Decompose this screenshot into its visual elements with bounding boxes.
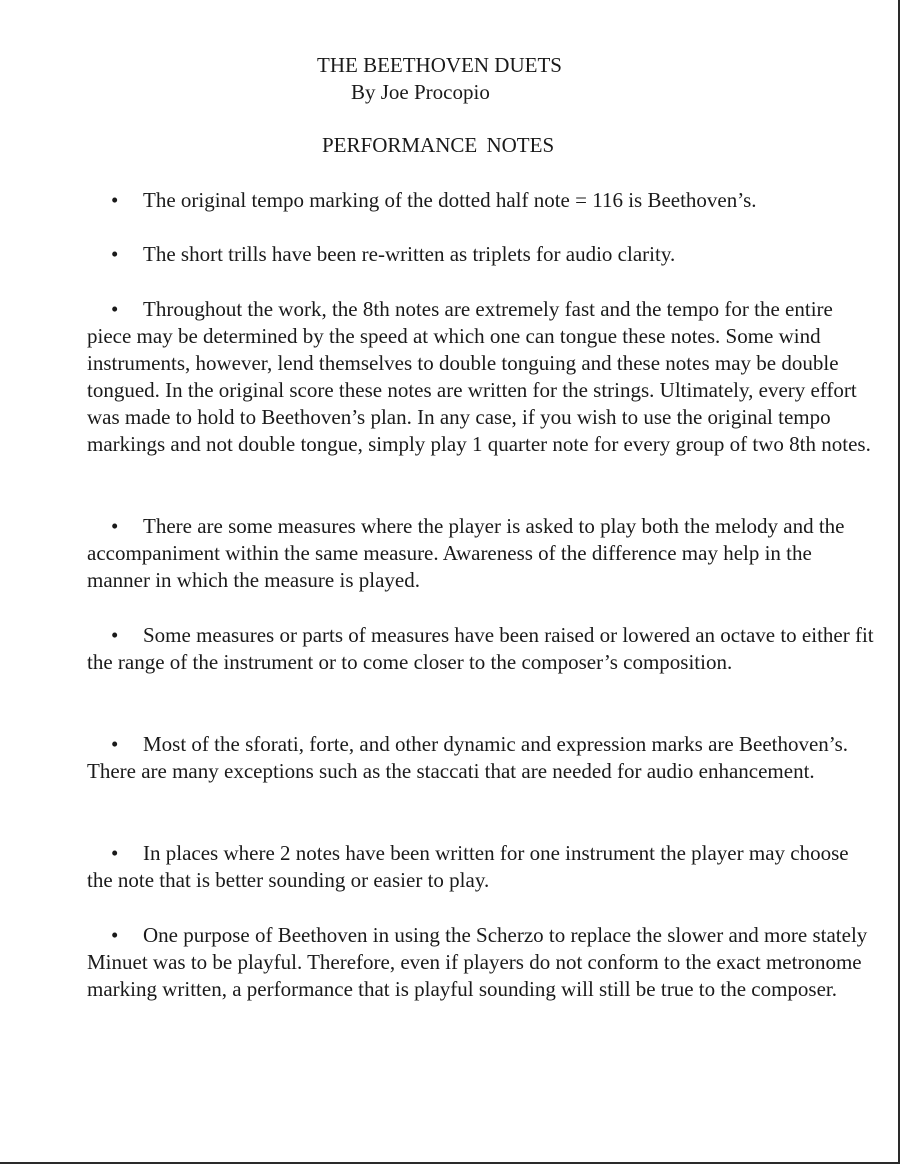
bullet-icon: • bbox=[111, 297, 119, 321]
note-text: Most of the sforati, forte, and other dynamic and expression marks are Beethoven’s. There are many exceptions such as the staccati that are needed for audio enhancement. bbox=[87, 732, 849, 783]
note-item-1 bbox=[111, 187, 757, 214]
document-author: By Joe Procopio bbox=[351, 80, 490, 104]
bullet-icon: • bbox=[111, 841, 119, 865]
note-item-3 bbox=[87, 296, 877, 458]
note-text: The original tempo marking of the dotted half note = 116 is Beethoven’s. bbox=[143, 188, 757, 212]
note-item-5 bbox=[87, 622, 877, 676]
section-heading: PERFORMANCE NOTES bbox=[322, 133, 555, 157]
bullet-icon: • bbox=[111, 923, 119, 947]
document-title: THE BEETHOVEN DUETS bbox=[317, 53, 562, 77]
bullet-icon: • bbox=[111, 242, 119, 266]
note-text: Some measures or parts of measures have been raised or lowered an octave to either fit the range of the instrument or to come closer to the composer’s composition. bbox=[87, 623, 874, 674]
bullet-icon: • bbox=[111, 514, 119, 538]
bullet-icon: • bbox=[111, 188, 119, 212]
bullet-icon: • bbox=[111, 732, 119, 756]
note-text: The short trills have been re-written as triplets for audio clarity. bbox=[143, 242, 676, 266]
note-item-4 bbox=[87, 513, 877, 594]
note-text: There are some measures where the player is asked to play both the melody and the accompaniment within the same measure. Awareness of the difference may help in the manner in which the measure is played. bbox=[87, 514, 845, 592]
bullet-icon: • bbox=[111, 623, 119, 647]
note-item-7 bbox=[87, 840, 877, 894]
note-text: Throughout the work, the 8th notes are extremely fast and the tempo for the entire piece may be determined by the speed at which one can tongue these notes. Some wind instruments, however, lend themselves to double tonguing and these notes may be double tongued. In the original score these notes are written for the strings. Ultimately, every effort was made to hold to Beethoven’s plan. In any case, if you wish to use the original tempo markings and not double tongue, simply play 1 quarter note for every group of two 8th notes. bbox=[87, 297, 871, 456]
note-item-6 bbox=[87, 731, 877, 785]
note-text: In places where 2 notes have been written for one instrument the player may choose the note that is better sounding or easier to play. bbox=[87, 841, 849, 892]
note-item-8 bbox=[87, 922, 877, 1003]
note-item-2 bbox=[111, 241, 675, 268]
note-text: One purpose of Beethoven in using the Scherzo to replace the slower and more stately Minuet was to be playful. Therefore, even if players do not conform to the exact metronome marking written, a performance that is playful sounding will still be true to the composer. bbox=[87, 923, 868, 1001]
